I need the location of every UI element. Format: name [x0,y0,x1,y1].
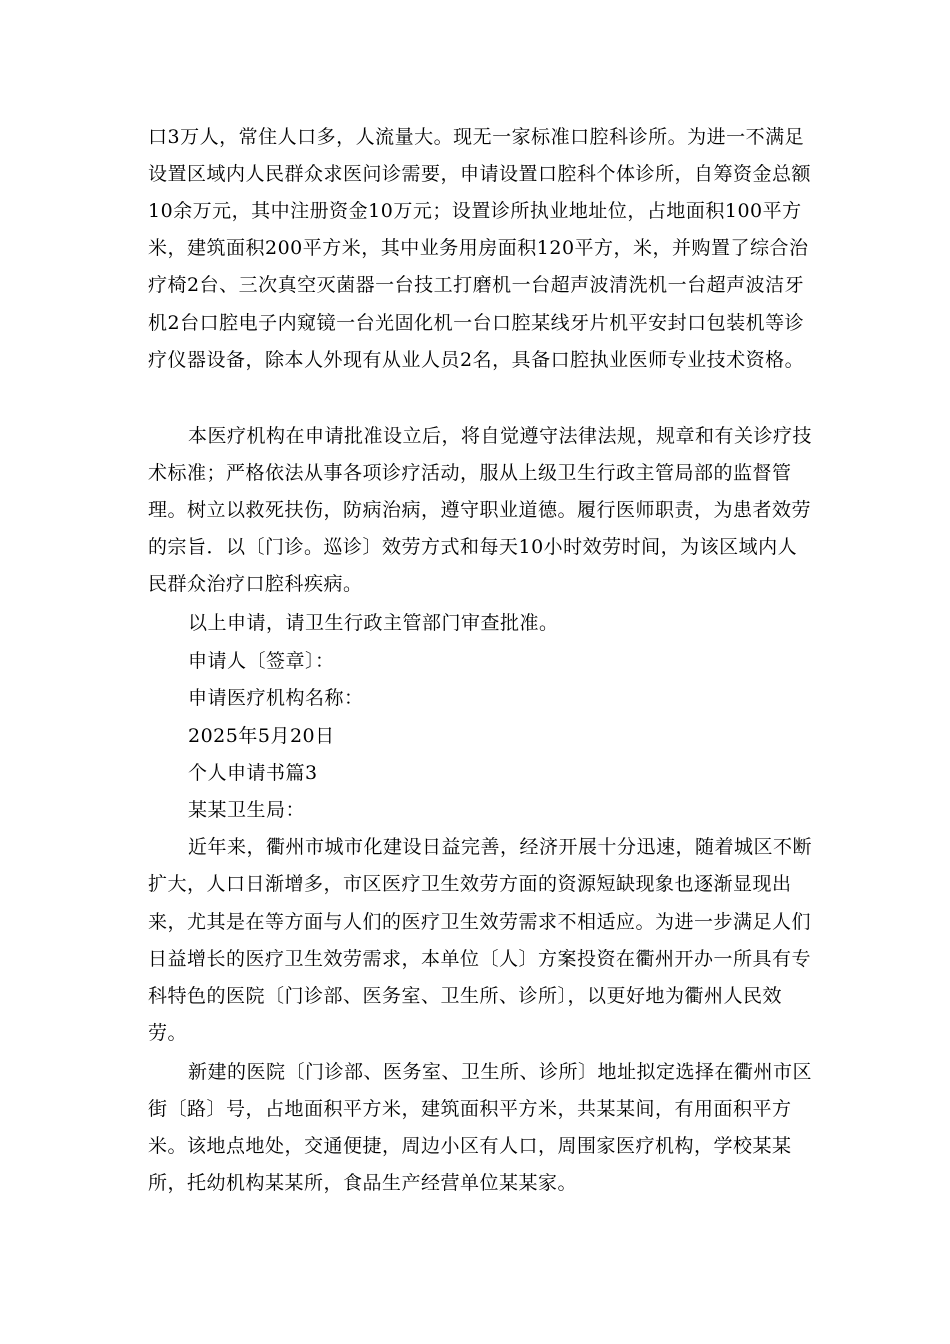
applicant-signature-label: 申请人〔签章〕： [188,650,335,672]
paragraph-3-line-6: 劳。 [148,1022,188,1044]
paragraph-1-line-1: 口3万人，常住人口多，人流量大。现无一家标准口腔科诊所。为进一不满足 [148,126,805,148]
paragraph-1-line-3: 10余万元，其中注册资金10万元；设置诊所执业地址位，占地面积100平方 [148,200,802,222]
section-title: 个人申请书篇3 [188,762,318,784]
paragraph-3-line-2: 扩大，人口日渐增多，市区医疗卫生效劳方面的资源短缺现象也逐渐显现出 [148,873,792,895]
paragraph-1-line-5: 疗椅2台、三次真空灭菌器一台技工打磨机一台超声波清洗机一台超声波洁牙 [148,274,805,296]
paragraph-3-line-4: 日益增长的医疗卫生效劳需求，本单位〔人〕方案投资在衢州开办一所具有专 [148,948,812,970]
paragraph-1-line-4: 米，建筑面积200平方米，其中业务用房面积120平方，米，并购置了综合治 [148,237,809,259]
recipient: 某某卫生局： [188,799,306,821]
paragraph-1-line-2: 设置区域内人民群众求医问诊需要，申请设置口腔科个体诊所，自筹资金总额 [148,163,812,185]
application-date: 2025年5月20日 [188,725,335,747]
paragraph-2-line-4: 的宗旨．以〔门诊。巡诊〕效劳方式和每天10小时效劳时间，为该区域内人 [148,536,798,558]
paragraph-4-line-1: 新建的医院〔门诊部、医务室、卫生所、诊所〕地址拟定选择在衢州市区 [188,1061,813,1083]
paragraph-3-line-5: 科特色的医院〔门诊部、医务室、卫生所、诊所〕，以更好地为衢州人民效 [148,985,783,1007]
paragraph-3-line-1: 近年来，衢州市城市化建设日益完善，经济开展十分迅速，随着城区不断 [188,836,813,858]
paragraph-2-line-3: 理。树立以救死扶伤，防病治病，遵守职业道德。履行医师职责，为患者效劳 [148,499,812,521]
paragraph-2-line-2: 术标准；严格依法从事各项诊疗活动，服从上级卫生行政主管局部的监督管 [148,462,792,484]
paragraph-1-line-7: 疗仪器设备，除本人外现有从业人员2名，具备口腔执业医师专业技术资格。 [148,349,805,371]
closing-request: 以上申请，请卫生行政主管部门审查批准。 [188,612,559,634]
paragraph-3-line-3: 来，尤其是在等方面与人们的医疗卫生效劳需求不相适应。为进一步满足人们 [148,911,812,933]
paragraph-4-line-3: 米。该地点地处，交通便捷，周边小区有人口，周围家医疗机构，学校某某 [148,1135,792,1157]
institution-name-label: 申请医疗机构名称： [188,687,364,709]
paragraph-4-line-4: 所，托幼机构某某所，食品生产经营单位某某家。 [148,1172,578,1194]
paragraph-1-line-6: 机2台口腔电子内窥镜一台光固化机一台口腔某线牙片机平安封口包装机等诊 [148,312,805,334]
paragraph-2-line-5: 民群众治疗口腔科疾病。 [148,573,363,595]
paragraph-2-line-1: 本医疗机构在申请批准设立后，将自觉遵守法律法规，规章和有关诊疗技 [188,425,813,447]
paragraph-4-line-2: 街〔路〕号，占地面积平方米，建筑面积平方米，共某某间，有用面积平方 [148,1098,792,1120]
